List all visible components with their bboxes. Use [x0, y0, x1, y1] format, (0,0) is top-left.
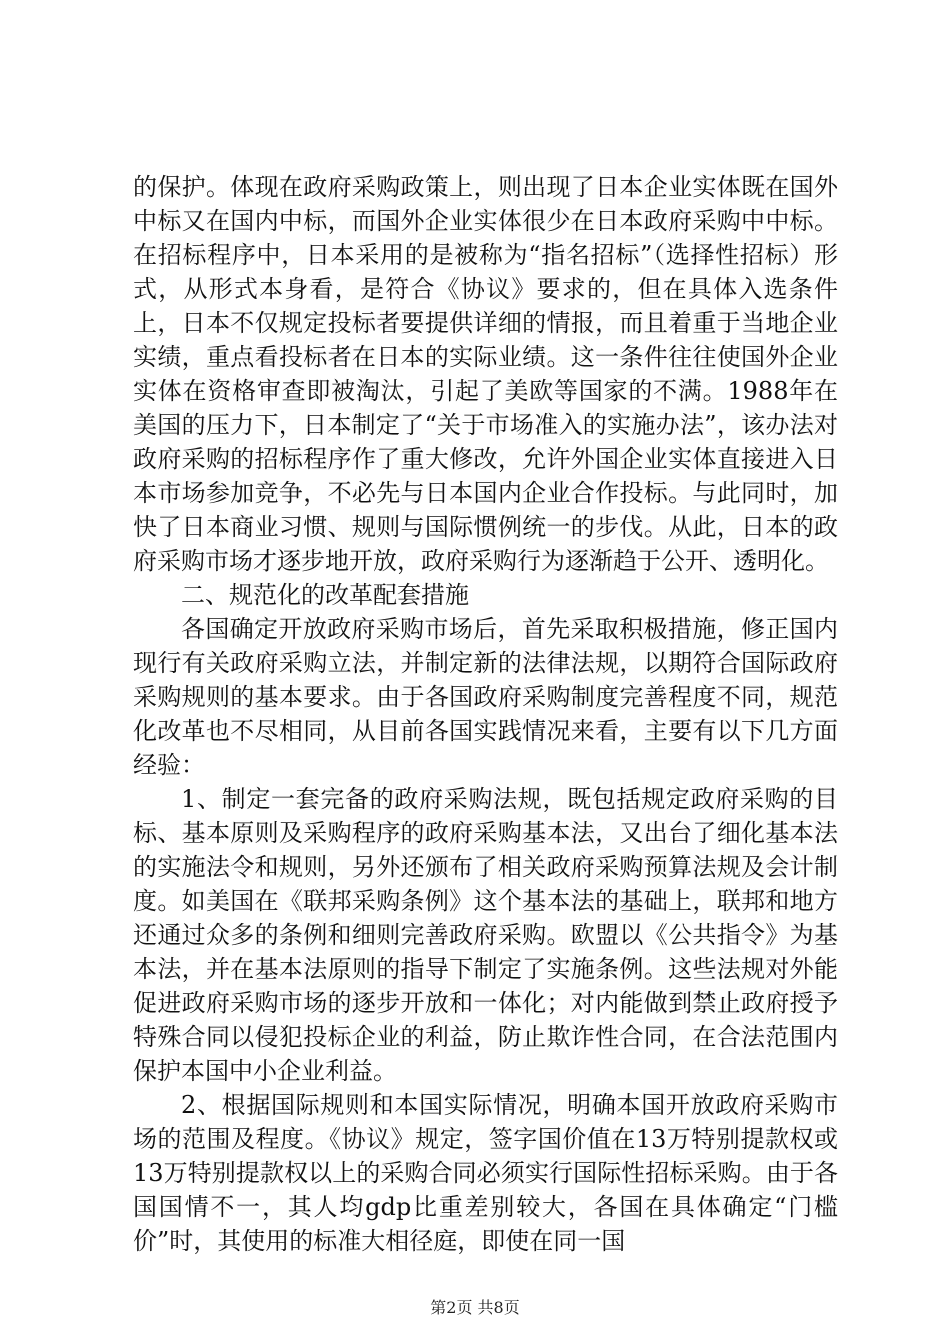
paragraph-3: 1、制定一套完备的政府采购法规，既包括规定政府采购的目标、基本原则及采购程序的政府采购基本法，又出台了细化基本法的实施法令和规则，另外还颁布了相关政府采购预算法规及会计制度。如美国在《联邦采购条例》这个基本法的基础上，联邦和地方还通过众多的条例和细则完善政府采购。欧盟以《公共指令》为基本法，并在基本法原则的指导下制定了实施条例。这些法规对外能促进政府采购市场的逐步开放和一体化；对内能做到禁止政府授予特殊合同以侵犯投标企业的利益，防止欺诈性合同，在合法范围内保护本国中小企业利益。 — [133, 785, 838, 1085]
paragraph-2: 各国确定开放政府采购市场后，首先采取积极措施，修正国内现行有关政府采购立法，并制定新的法律法规，以期符合国际政府采购规则的基本要求。由于各国政府采购制度完善程度不同，规范化改革也不尽相同，从目前各国实践情况来看，主要有以下几方面经验： — [133, 615, 838, 779]
section-heading: 二、规范化的改革配套措施 — [181, 581, 469, 609]
paragraph-4: 2、根据国际规则和本国实际情况，明确本国开放政府采购市场的范围及程度。《协议》规定，签字国价值在13万特别提款权或13万特别提款权以上的采购合同必须实行国际性招标采购。由于各国国情不一，其人均gdp比重差别较大，各国在具体确定“门槛价”时，其使用的标准大相径庭，即使在同一国 — [133, 1091, 838, 1255]
paragraph-1: 的保护。体现在政府采购政策上，则出现了日本企业实体既在国外中标又在国内中标，而国外企业实体很少在日本政府采购中中标。在招标程序中，日本采用的是被称为“指名招标”（选择性招标）形式，从形式本身看，是符合《协议》要求的，但在具体入选条件上，日本不仅规定投标者要提供详细的情报，而且着重于当地企业实绩，重点看投标者在日本的实际业绩。这一条件往往使国外企业实体在资格审查即被淘汰，引起了美欧等国家的不满。1988年在美国的压力下，日本制定了“关于市场准入的实施办法”，该办法对政府采购的招标程序作了重大修改，允许外国企业实体直接进入日本市场参加竞争，不必先与日本国内企业合作投标。与此同时，加快了日本商业习惯、规则与国际惯例统一的步伐。从此，日本的政府采购市场才逐步地开放，政府采购行为逐渐趋于公开、透明化。 — [133, 173, 838, 575]
document-body — [133, 170, 838, 1258]
page-footer: 第2页 共8页 — [430, 1298, 520, 1317]
